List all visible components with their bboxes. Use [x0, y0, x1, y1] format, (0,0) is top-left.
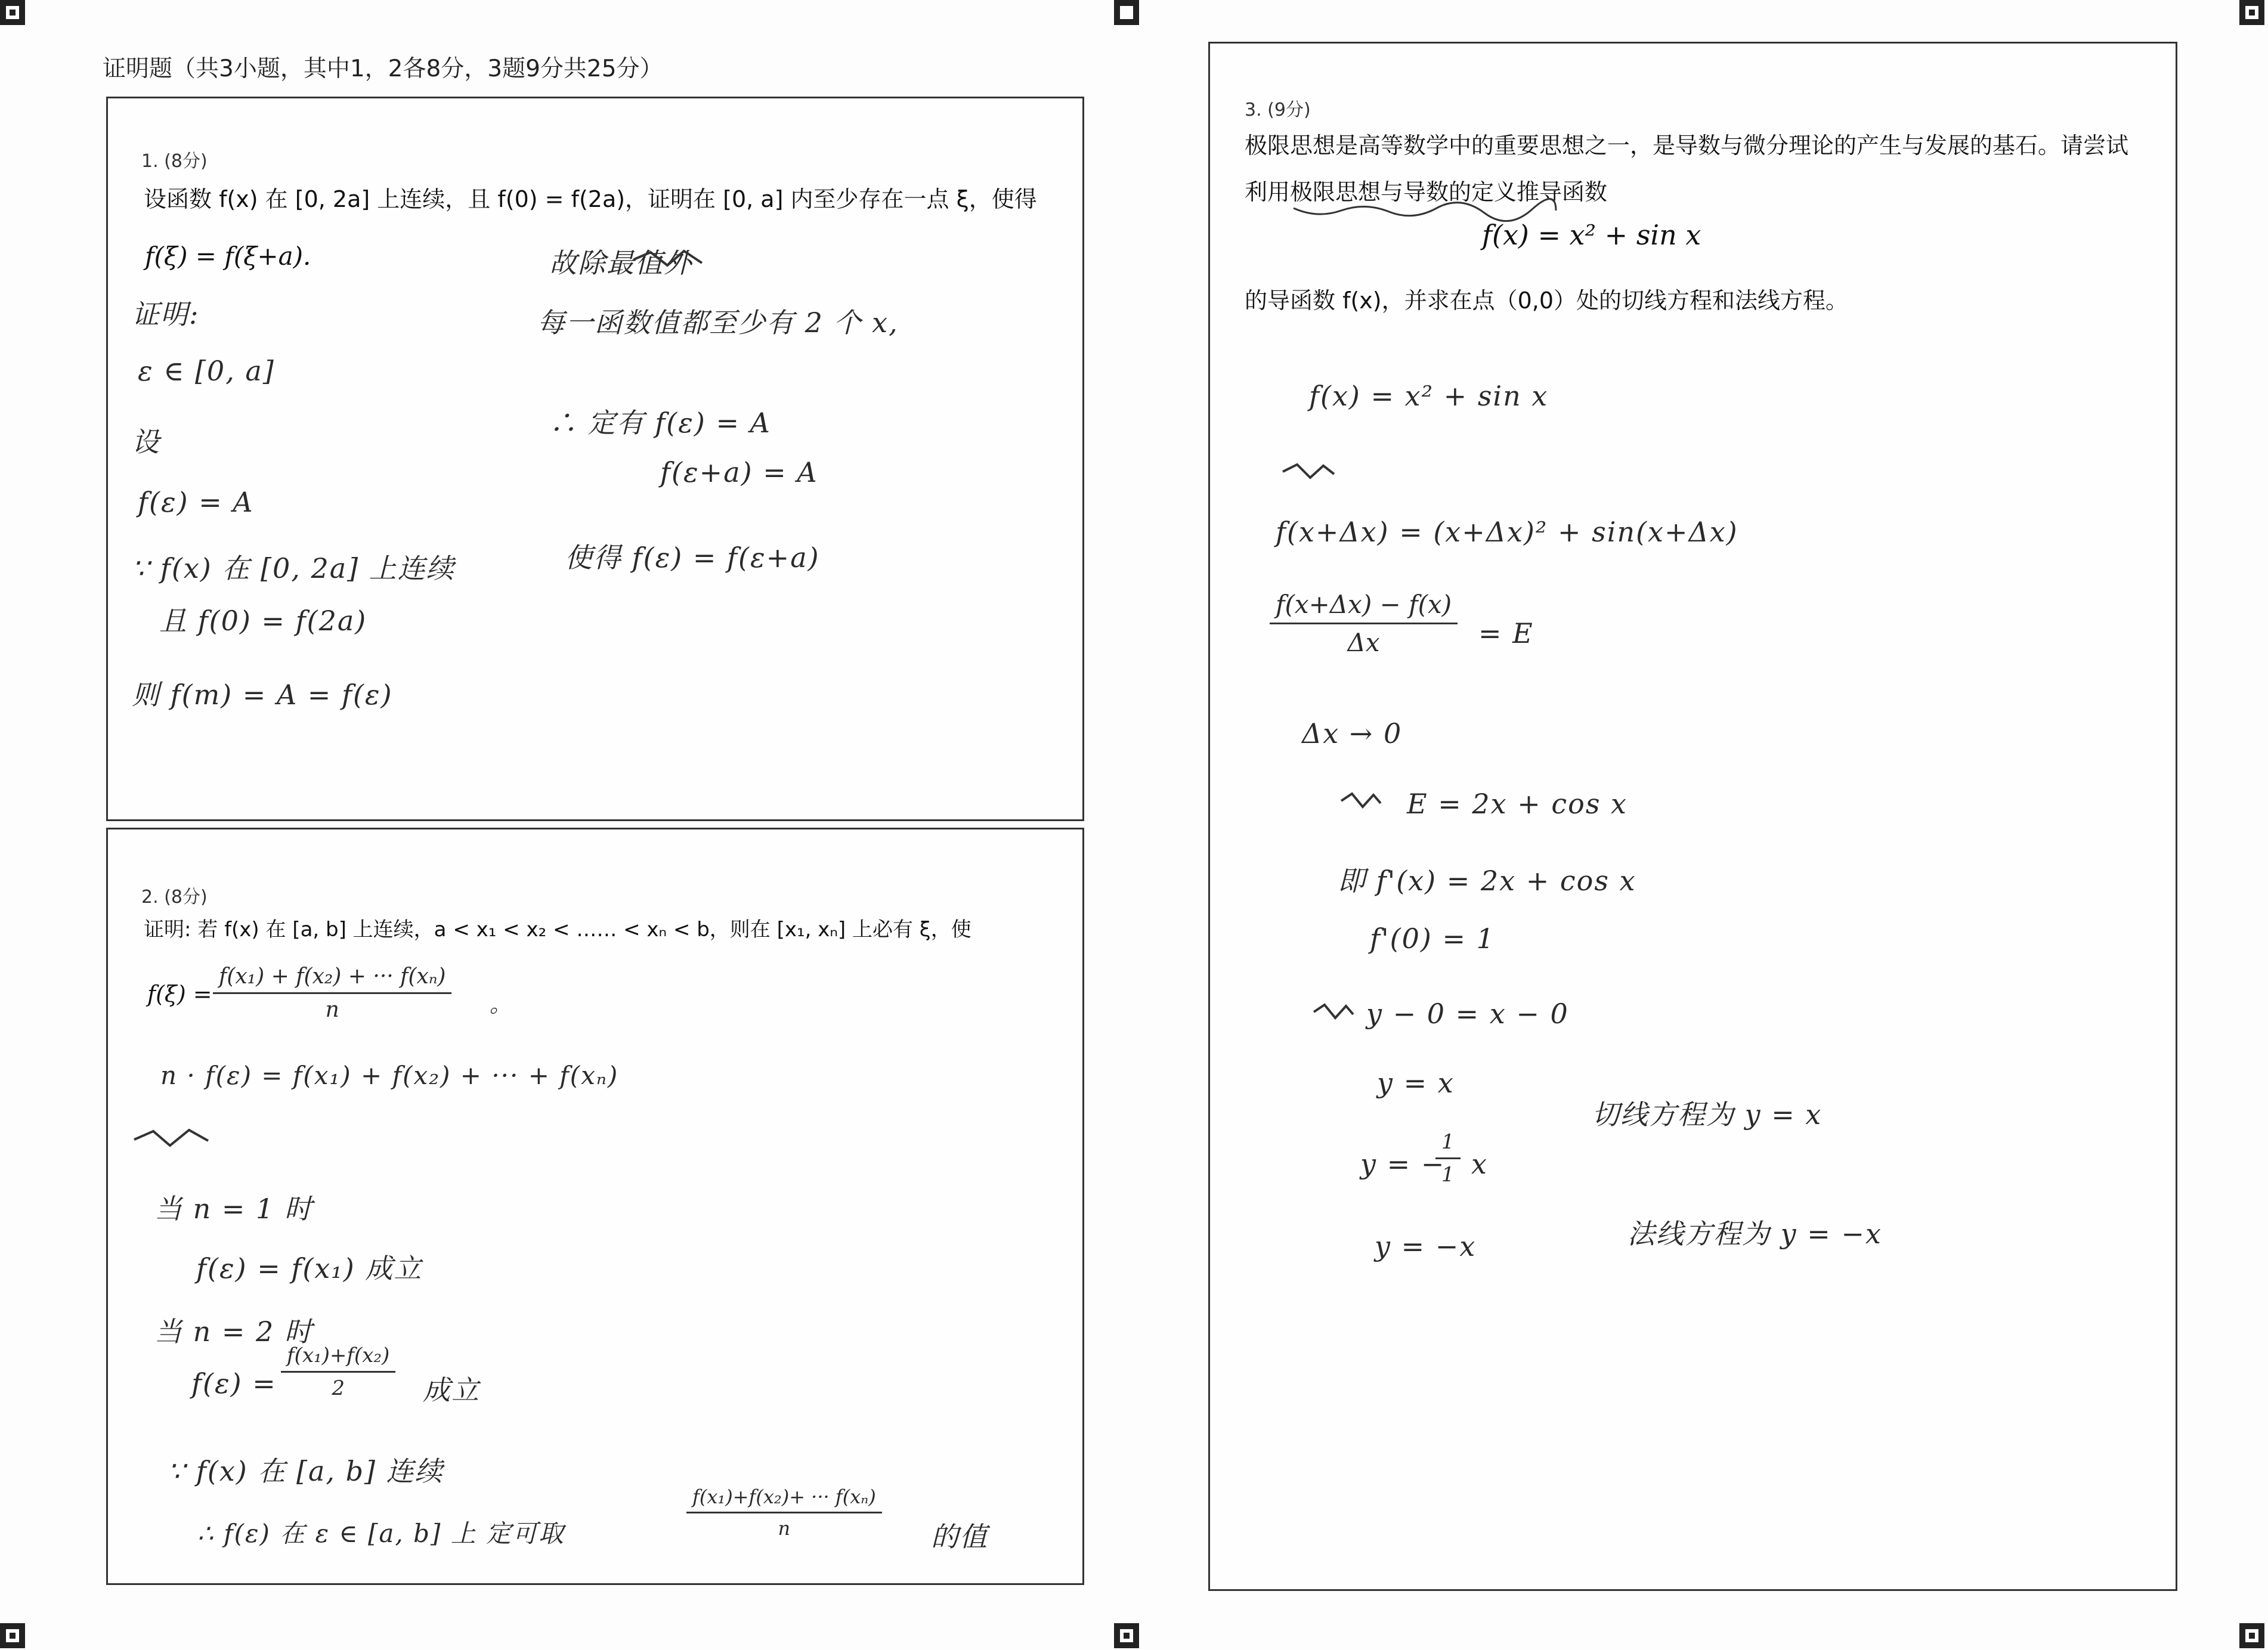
- q3-answer-line-9: y = x: [1377, 1067, 1455, 1099]
- q3-answer-line-4: Δx → 0: [1302, 717, 1403, 750]
- registration-marker-bottom-right: [2239, 1623, 2264, 1648]
- question-3-wavy-underline: [1294, 202, 1556, 220]
- question-2-formula-end: 。: [490, 993, 512, 1017]
- q1-answer-line-5: ∵ f(x) 在 [0, 2a] 上连续: [132, 552, 455, 584]
- q2-answer-line-7-denominator: n: [778, 1517, 791, 1540]
- q2-answer-line-5-end: 成立: [423, 1374, 480, 1406]
- question-2-box: [106, 828, 1084, 1585]
- q3-answer-line-10-end: x: [1471, 1148, 1488, 1180]
- q3-answer-line-10-denominator: 1: [1441, 1163, 1455, 1187]
- q1-answer-line-6: 且 f(0) = f(2a): [159, 605, 367, 637]
- question-2-label: 2. (8分): [141, 887, 208, 908]
- q3-answer-line-10-fraction: [1435, 1130, 1461, 1187]
- q2-answer-line-2: 当 n = 1 时: [154, 1193, 313, 1225]
- q1-answer-line-4: f(ε) = A: [138, 486, 254, 518]
- registration-marker-top-right: [2239, 0, 2264, 25]
- q3-answer-line-3-numerator: f(x+Δx) − f(x): [1270, 590, 1458, 624]
- q3-tangent-line: 切线方程为 y = x: [1592, 1098, 1823, 1131]
- q1-answer-line-7: 则 f(m) = A = f(ε): [132, 679, 393, 711]
- q2-answer-line-7-lhs: ∴ f(ε) 在 ε ∈ [a, b] 上 定可取: [197, 1519, 565, 1548]
- q3-answer-line-8: y − 0 = x − 0: [1366, 998, 1569, 1030]
- q1-answer-line-2: ε ∈ [0, a]: [138, 355, 275, 387]
- question-1-box: [106, 97, 1084, 821]
- q2-answer-line-1: n · f(ε) = f(x₁) + f(x₂) + ··· + f(xₙ): [160, 1061, 619, 1090]
- q3-strikethrough-1: [1282, 461, 1335, 481]
- q2-answer-line-5-fraction: [281, 1343, 395, 1400]
- q3-answer-line-1: f(x) = x² + sin x: [1309, 380, 1549, 412]
- q1-answer-line-3: 设: [132, 426, 160, 458]
- question-3-function: f(x) = x² + sin x: [1482, 219, 1701, 251]
- question-1-label: 1. (8分): [141, 151, 208, 172]
- registration-marker-bottom-left: [0, 1623, 25, 1648]
- q1-answer-right-2: 每一函数值都至少有 2 个 x,: [537, 307, 899, 339]
- q2-answer-line-4: 当 n = 2 时: [154, 1315, 313, 1348]
- q3-answer-line-3-denominator: Δx: [1347, 628, 1380, 657]
- q3-answer-line-3-fraction: [1270, 590, 1458, 657]
- question-2-formula-fraction: [213, 964, 451, 1022]
- q3-answer-line-10-lhs: y = −: [1360, 1148, 1446, 1180]
- q3-answer-line-6: 即 f'(x) = 2x + cos x: [1338, 865, 1636, 897]
- q2-answer-line-5-denominator: 2: [332, 1376, 345, 1400]
- registration-marker-top-left: [0, 0, 25, 25]
- q2-answer-line-3: f(ε) = f(x₁) 成立: [196, 1252, 423, 1284]
- q1-answer-right-4: f(ε+a) = A: [660, 456, 818, 488]
- q2-answer-line-7-end: 的值: [931, 1521, 988, 1553]
- q3-answer-line-7: f'(0) = 1: [1370, 922, 1495, 955]
- q1-answer-right-5: 使得 f(ε) = f(ε+a): [565, 541, 820, 574]
- q3-strikethrough-2: [1340, 791, 1382, 812]
- q2-strikethrough: [133, 1126, 211, 1150]
- question-3-statement-line-3: 的导函数 f(x)，并求在点（0,0）处的切线方程和法线方程。: [1245, 287, 1849, 314]
- q1-strikethrough: [633, 247, 704, 271]
- q3-answer-line-2: f(x+Δx) = (x+Δx)² + sin(x+Δx): [1276, 516, 1738, 548]
- question-3-box: [1208, 42, 2177, 1591]
- question-3-statement-line-2: 利用极限思想与导数的定义推导函数: [1245, 179, 1608, 205]
- q3-answer-line-3-end: = E: [1478, 617, 1534, 649]
- question-1-statement: 设函数 f(x) 在 [0, 2a] 上连续，且 f(0) = f(2a)，证明在 [0, a] 内至少存在一点 ξ，使得: [144, 186, 1037, 212]
- section-header: 证明题（共3小题，其中1，2各8分，3题9分共25分）: [103, 55, 663, 82]
- q1-answer-right-1: 故除最值外: [549, 247, 692, 279]
- q2-answer-line-7-fraction: [686, 1485, 882, 1540]
- question-3-label: 3. (9分): [1245, 100, 1311, 120]
- question-2-formula-lhs: f(ξ) =: [147, 981, 212, 1007]
- q3-strikethrough-3: [1313, 1002, 1354, 1023]
- question-2-formula-numerator: f(x₁) + f(x₂) + ··· f(xₙ): [213, 964, 451, 994]
- q2-answer-line-7-numerator: f(x₁)+f(x₂)+ ··· f(xₙ): [686, 1485, 882, 1513]
- q1-answer-line-1: 证明:: [132, 298, 200, 330]
- question-3-statement-line-1: 极限思想是高等数学中的重要思想之一，是导数与微分理论的产生与发展的基石。请尝试: [1245, 132, 2129, 159]
- q2-answer-line-6: ∵ f(x) 在 [a, b] 连续: [168, 1455, 444, 1487]
- question-1-condition: f(ξ) = f(ξ+a).: [145, 242, 311, 271]
- q2-answer-line-5-lhs: f(ε) =: [191, 1367, 277, 1400]
- q3-answer-line-5: E = 2x + cos x: [1407, 788, 1627, 820]
- question-2-statement: 证明: 若 f(x) 在 [a, b] 上连续，a < x₁ < x₂ < …… < xₙ < b，则在 [x₁, xₙ] 上必有 ξ，使: [144, 918, 971, 942]
- q3-normal-line: 法线方程为 y = −x: [1627, 1218, 1882, 1250]
- q2-answer-line-5-numerator: f(x₁)+f(x₂): [281, 1343, 395, 1373]
- question-2-formula-denominator: n: [325, 998, 339, 1022]
- q3-answer-line-11: y = −x: [1375, 1230, 1477, 1262]
- q3-answer-line-10-numerator: 1: [1435, 1130, 1461, 1159]
- registration-marker-bottom-center: [1114, 1623, 1139, 1648]
- q1-answer-right-3: ∴ 定有 f(ε) = A: [549, 407, 771, 439]
- registration-marker-top-center: [1114, 0, 1139, 25]
